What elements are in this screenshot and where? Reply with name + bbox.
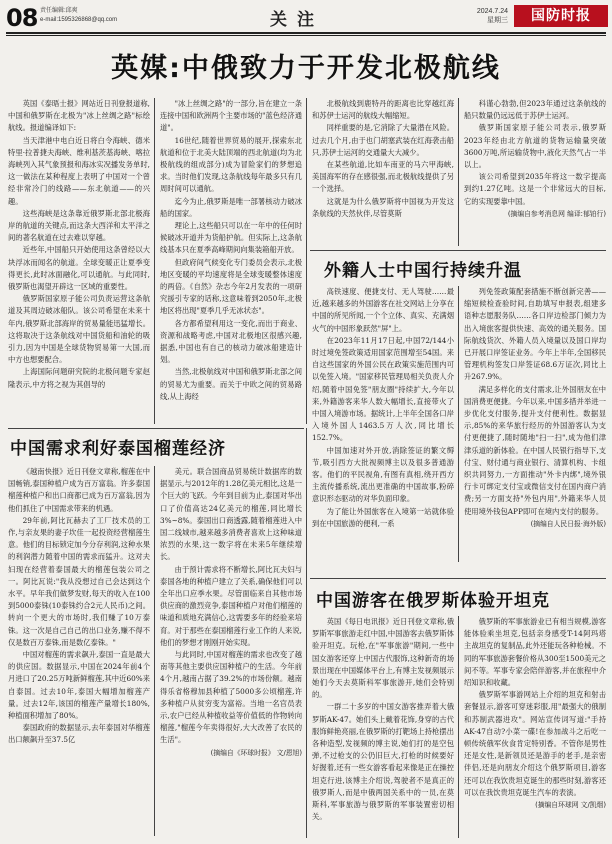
newspaper-masthead-logo: 国防时报 [514, 5, 608, 27]
paragraph: 科谨心勃勃,但2023年通过这条航线的船只数量仍远远低于苏伊士运河。 [464, 99, 606, 121]
paragraph: 上海国际问题研究院的北极问题专家赵隆表示,中方将之视为其倡导的 [8, 367, 150, 389]
paragraph: 这些海峡是这条靠近俄罗斯北部北极海岸的航道的关键点,而这条大西洋和太平洋之间的著名航道在过去难以穿越。 [8, 208, 150, 243]
page-number: 08 [6, 4, 38, 32]
paragraph: 美元。联合国商品贸易统计数据库的数据显示,与2012年的1.28亿美元相比,这是一个巨大的飞跃。今年到目前为止,泰国对华出口了价值高达24亿美元的榴莲,同比增长3%~8%。泰国出口商透露,随着榴莲进入中国二线城市,越来越多消费者喜欢上这种味道浓烈的水果,这一数字将在未来5年继续增长。 [160, 467, 302, 562]
column-divider [458, 286, 459, 562]
paragraph: 俄罗斯国家原子能公司负责运营这条航道及其周边破冰船队。该公司希望在未来十年内,俄罗斯北部海岸的贸易量能迅猛增长。这将取决于这条航线对中国货船和油轮的吸引力,因为中国是全球货物贸易第一大国,而中方也想要配合。 [8, 294, 150, 365]
article1-byline: (摘编自参考消息网 编译:郁铂行) [507, 209, 606, 218]
section-divider [306, 428, 307, 838]
paragraph: 中国对榴莲的需求飙升,泰国一直是最大的供应国。数据显示,中国在2024年前4个月进口了20.25万吨新鲜榴莲,其中近60%来自泰国。过去10年,泰国大幅增加榴莲产量。过去12年,该国的榴莲产量增长180%,种植面积增加了80%。 [8, 650, 150, 721]
paragraph: 满足多样化的支付需求,让外国朋友在中国消费更便捷。今年以来,中国多措并举进一步优化支付服务,提升支付便利性。数据显示,85%的来华旅行经历的外国游客认为支付更便捷了,随时随地"扫一扫",成为他们津津乐道的新体验。在中国人民银行指导下,支付宝、财付通与商业银行、清算机构、卡组织共同努力,一方面推动"外卡内绑",境外银行卡可绑定支付宝或微信支付在国内商户消费;另一方面支持"外包内用",外籍来华人员使用境外钱包APP即可在境内支付的服务。 [464, 384, 606, 516]
issue-weekday: 星期三 [487, 17, 508, 24]
paragraph: 中国加速对外开放,消除签证的繁文缛节,吸引西方大批视频博主以及很多普通游客。他们的平民视角,有图有真相,绕开西方主流传播系统,流出更准确的中国故事,粉碎意识形态驱动的对华负面印象。 [312, 445, 454, 504]
paragraph: 俄罗斯的军事旅游业已有相当规模,游客能体验乘坐坦克,包括亲身感受T-14阿玛塔主战坦克的复制品,此外还能玩各种枪械。不同的军事旅游套餐价格从300至1500美元之间不等。军事专家会陪伴游客,并在旅程中介绍知识和收藏。 [464, 617, 606, 688]
paragraph: 英国《每日电讯报》近日刊登文章称,俄罗斯军事旅游走红中国,中国游客去俄罗斯体验开坦克。玩枪,在"军事旅游"期间,一些中国女游客还穿上中国古代服饰,这种新奇的场景出现在中国媒体平台上,有博主发视频展示她们今天去莫斯科军事旅游开,她们会特别的。 [312, 617, 454, 700]
article1-column-4 [464, 98, 606, 248]
page-header [0, 0, 612, 34]
paragraph: 为了能让外国旅客在入境第一站就体验到在中国旅游的便利,一系 [312, 506, 454, 528]
column-divider [306, 98, 307, 424]
column-divider [458, 98, 459, 246]
article2-byline: (摘编自人民日报·海外版) [530, 519, 606, 528]
article3-byline: (摘编自《环球时报》 文/恩旭) [210, 748, 302, 757]
paragraph: 迄今为止,俄罗斯是唯一部署核动力破冰船的国家。 [160, 196, 302, 218]
article2-column-2 [464, 286, 606, 576]
paragraph: 英国《泰晤士报》网站近日刊登报道称,中国和俄罗斯在北极为"冰上丝绸之路"标绘航线。报道编译如下: [8, 99, 150, 133]
paragraph: 泰国政府的数据显示,去年泰国对华榴莲出口额飙升至37.5亿 [8, 723, 150, 745]
paragraph: 当天津港中电白近日将白令海峡、德米特里·拉普捷夫海峡、维利基茨基海峡、喀拉海峡列入其气象预报和海冰实况播发务单时,这一做法在某种程度上表明了中国对一个曾经非常冷门的线路——东北航道——的兴趣。 [8, 135, 150, 206]
paragraph: 16世纪,随着世界贸易的展开,探索东北航道和位于北美大陆顶端的西北航道(均为北极航线的组成部分)成为冒险家们的梦想追求。当时他们发现,这条航线每年最多只有几周时间可以通航。 [160, 135, 302, 194]
article1-column-2 [160, 98, 302, 424]
paragraph: 列免签政策配套措施不断创新完善——缩短候检查验时间,自助填写申报表,组建多语种志愿服务队……各口岸边检部门倾力为出入境旅客提供快速、高效的通关服务。国际航线货次、外籍人员入境量以及国口岸均已开展口岸签证业务。今年上半年,全国移民管理机构签发口岸签证68.6万证次,同比上升267.9%。 [464, 287, 606, 382]
paragraph: 北极航线到鹿特丹的距离也比穿越红海和苏伊士运河的航线大幅缩短。 [312, 99, 454, 121]
paragraph: 一群二十多岁的中国女游客推弄着大俄罗斯AK-47。她们头上戴着花饰,身穿的古代服饰鲜艳亮丽,在俄罗斯的打靶场上持枪摆出各种造型,发视频的博主说,她们打的是空包弹,不过枪支的公仍旧巨大,打枪的时候要好好握着,还有一些女游客看起来像是正在操控坦克行进,该博主介绍说,驾驶者不是真正的俄罗斯人,而是中俄两国关系中的一员,在莫斯科,军事旅游与俄罗斯的军事装置密切相关。 [312, 702, 454, 822]
paragraph: 当然,北极航线对中国和俄罗斯北部之间的贸易尤为重要。而关于中欧之间的贸易路线,从上海经 [160, 367, 302, 401]
article3-column-1 [8, 466, 150, 836]
paragraph: 这就是为什么俄罗斯将中国视为开发这条航线的天然伙伴,尽管莫斯 [312, 196, 454, 218]
paragraph: 与此同时,中国对榴莲的需求也改变了越南等其他主要供应国种植户的生活。今年前4个月,越南占据了39.2%的市场份额。越南得乐省格穆加县种植了5000多公顷榴莲,许多种植户从贫穷变为富裕。当地一名官员表示,农户已经从种植收益等价值低的作物转向榴莲,"榴莲今年卖得很好,大大改善了农民的生活"。 [160, 650, 302, 745]
article-divider [310, 250, 606, 251]
editor-info [40, 7, 117, 25]
article3-column-2 [160, 466, 302, 838]
paragraph: 该公司希望到2035年将这一数字提高到约1.27亿吨。这是一个非常远大的目标,它的实现要靠中国。 [464, 172, 606, 206]
paragraph: 在2023年11月17日起,中国72/144小时过境免签政策适用国家范围增至54国。来自这些国家的外国公民在政策实施范围内可以免签入境。"国家移民管理局相关负责人介绍,随着中国免签"朋友圈"持续扩大,今年以来,外籍游客来华人数大幅增长,直接带火了中国入境游市场。据统计,上半年全国各口岸入境外国人1463.5万人次,同比增长152.7%。 [312, 335, 454, 443]
paragraph: 俄罗斯军事游网站上介绍的坦克和射击套餐显示,游客可穿迷彩服,用"最强大的俄制和苏制武器进攻"。网站宣传词写道:"手持AK-47自动?小菜一碟!在参加战斗之后吃一顿传统俄军伙食肯定特别香。不管你是男性还是女性,是新领员还是游手的老手,是亲密伴侣,还是向朋友介绍这个俄罗斯项目,游客还可以在我饮贵坦克诞生的那些时刻,游客还可以在我饮贵坦克诞生汽车的表演。 [464, 690, 606, 797]
editor-email: e-mail:1595326868@qq.com [40, 17, 118, 23]
column-divider [154, 466, 155, 836]
paragraph: 《越南快报》近日刊登文章称,榴莲在中国畅销,泰国种植户成为百万富翁。许多泰国榴莲种植户和出口商都已成为百万富翁,因为他们抓住了中国需求带来的机遇。 [8, 467, 150, 513]
article1-headline: 英媒:中俄致力于开发北极航线 [111, 53, 501, 84]
paragraph: 在某些航道,比如车南亚的马六甲海峡,美国海军的存在感很强,而北极航线提供了另一个选择。 [312, 160, 454, 194]
article1-column-3 [312, 98, 454, 246]
article-divider [310, 578, 606, 579]
article3-headline: 中国需求利好泰国榴莲经济 [10, 439, 226, 459]
paragraph: 但政府间气候变化专门委员会表示,北极地区变暖的平均速度将是全球变暖整体速度的两倍。《自然》杂志今年2月发表的一项研究援引专家的话称,这意味着到2050年,北极地区将出现"夏季几乎无冰状态"。 [160, 257, 302, 316]
article4-headline: 中国游客在俄罗斯体验开坦克 [316, 591, 550, 611]
section-title: 关注 [270, 10, 324, 30]
paragraph: 近些年,中国船只开始使用这条曾经以大块浮冰而闻名的航道。全球变暖正让夏季变得更长,此时冰面融化,可以通航。与此同时,俄罗斯也渴望开辟这一区域的重要性。 [8, 245, 150, 292]
header-divider [6, 32, 606, 34]
paragraph: 俄罗斯国家原子能公司表示,俄罗斯2023年经由北方航道的货物运输量突破3600万吨,所运输货物中,液化天然气占一半以上。 [464, 123, 606, 170]
editor-name: 责任编辑:邱爽 [40, 8, 78, 14]
article1-column-1 [8, 98, 150, 424]
article2-column-1 [312, 286, 454, 562]
article-divider [8, 428, 304, 429]
paragraph: "冰上丝绸之路"的一部分,旨在建立一条连接中国和欧洲两个主要市场的"蓝色经济通道"。 [160, 99, 302, 133]
article4-byline: (摘编自环球网 文/凯烟) [535, 801, 606, 810]
article4-column-2 [464, 616, 606, 838]
paragraph: 理论上,这些船只可以在一年中的任何时候破冰开道并为货船护航。但实际上,这条航线基本只在夏季高峰期间向集装箱船开放。 [160, 221, 302, 255]
issue-date: 2024.7.24 [476, 8, 508, 15]
paragraph: 同样重要的是,它消除了大量潜在风险。过去几个月,由于也门胡塞武装在红海袭击船只,苏伊士运河的交通量大大减少。 [312, 123, 454, 157]
article4-column-1 [312, 616, 454, 838]
paragraph: 各方都希望利用这一变化,而出于商业、资源和战略考虑,中国对北极地区很感兴趣,据悉,中国也有自己的核动力破冰船建造计划。 [160, 318, 302, 365]
paragraph: 由于预计需求将不断增长,阿比瓦夫妇与泰国各地的种植户建立了关系,确保他们可以全年出口应季水果。尽管面临来自其他市场供应商的激烈竞争,泰国种植户对他们榴莲的味道和质地充满信心,这需要多年的经验来培育。对于那些在泰国榴莲行业工作的人来说,他们的梦想才刚刚开始实现。 [160, 564, 302, 647]
paragraph: 高铁速度、便捷支付、无人驾驶……最近,越来越多的外国游客在社交网站上分享在中国的所见所闻,一个个立体、真实、充满烟火气的中国形象跃然"屏"上。 [312, 287, 454, 333]
column-divider [154, 98, 155, 424]
column-divider [458, 616, 459, 838]
article2-headline: 外籍人士中国行持续升温 [324, 261, 522, 281]
header-divider-thin [6, 35, 606, 36]
date-info [456, 7, 508, 25]
paragraph: 29年前,阿比瓦赫去了工厂技术员的工作,与亲友果的妻子坎佳一起投资经营榴莲生意。他们的目标锁定加今分存利润,这种水果的利润潜力随着中国的需求而猛升。这对夫妇现在经营着泰国最大的榴莲包装公司之一。阿比瓦说:"我从没想过自己会达到这个水平。早年我们做梦发财,每天的收入在100到5000泰铢(10泰铢约合2元人民币)之间。转向一个更大的市场时,我们赚了10万泰铢。这一次是自己自己的出口业务,赚不得不仅是数百万泰铢,而是数亿泰铢。" [8, 515, 150, 647]
